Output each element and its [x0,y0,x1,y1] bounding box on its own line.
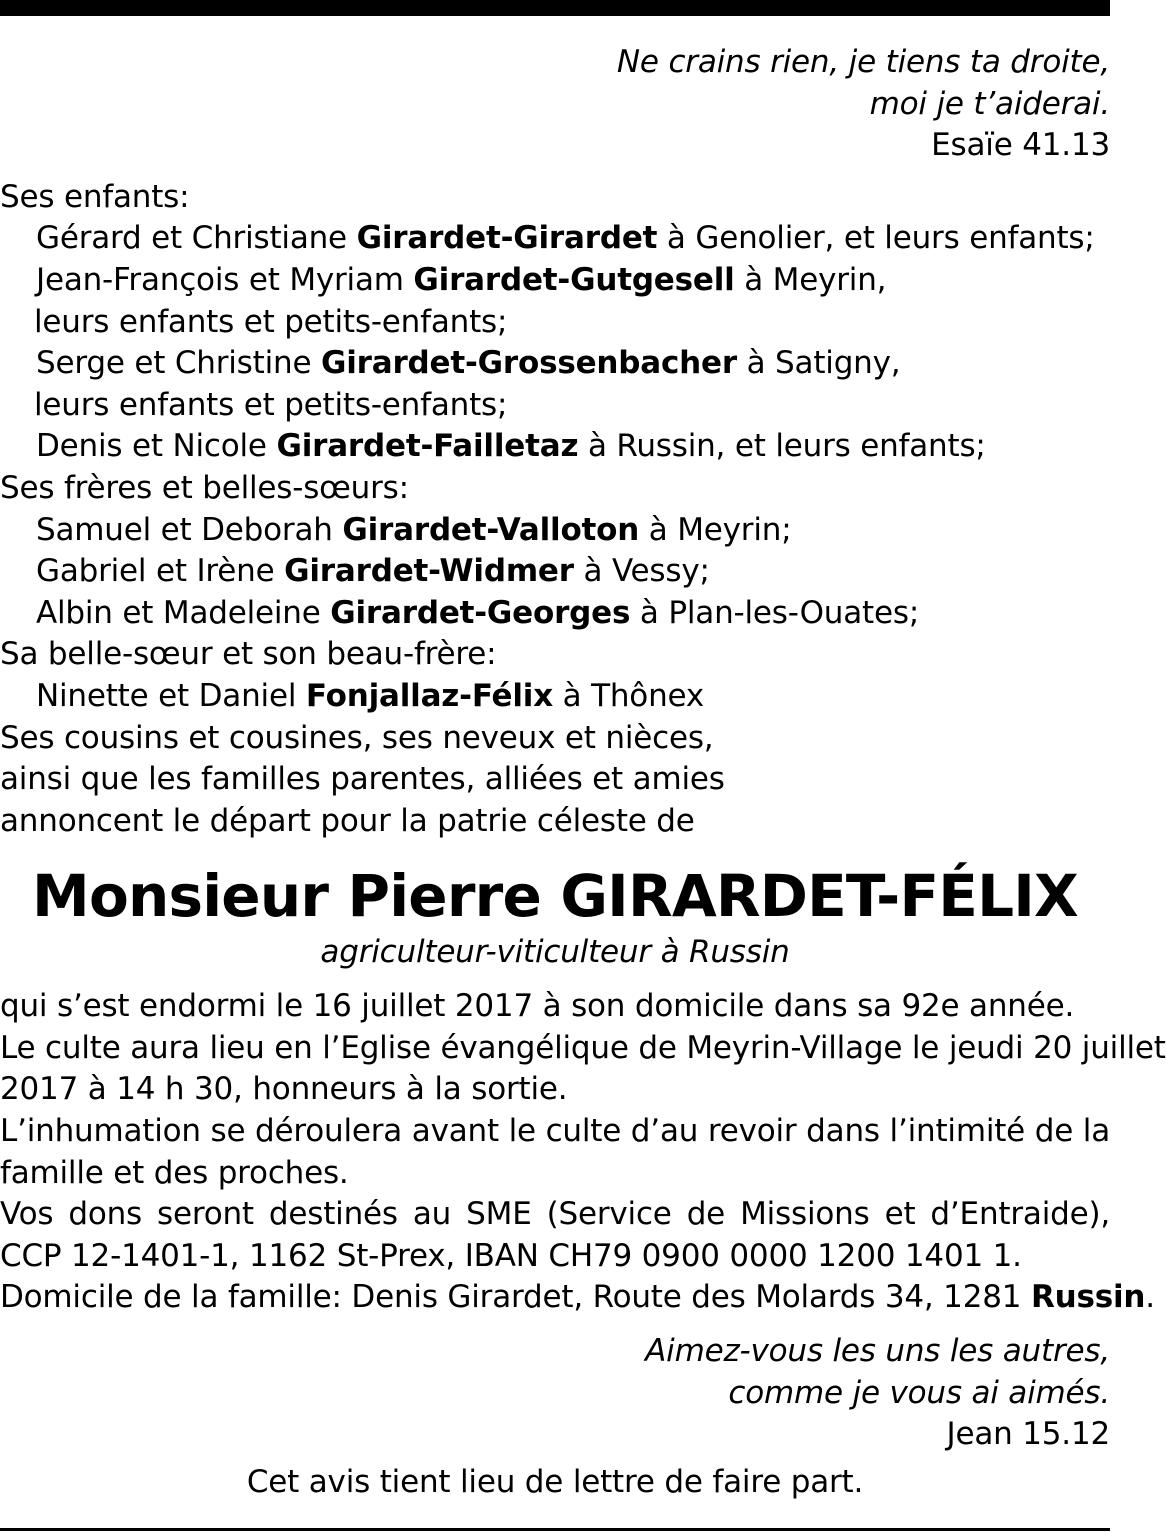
verse-line: Ne crains rien, je tiens ta droite, [616,44,1110,80]
closing-line: ainsi que les familles parentes, alliées et amies [0,761,725,798]
family-entry: Denis et Nicole Girardet-Failletaz à Russin, et leurs enfants; [36,428,986,465]
closing-family [0,718,1110,843]
opening-verse [0,42,1110,167]
children-section [0,177,1110,468]
section-heading: Sa belle-sœur et son beau-frère: [0,636,497,673]
bottom-rule [0,1528,1110,1531]
address-town: Russin [1030,1279,1146,1316]
family-name: Girardet-Failletaz [276,428,579,465]
family-address: Domicile de la famille: Denis Girardet, Route des Molards 34, 1281 Russin. [0,1279,1155,1316]
family-name: Girardet-Girardet [356,220,658,257]
family-entry: Serge et Christine Girardet-Grossenbacher à Satigny, [36,345,901,382]
section-heading: Ses frères et belles-sœurs: [0,469,409,506]
verse-line: comme je vous ai aimés. [728,1374,1110,1411]
closing-line: annoncent le départ pour la patrie céleste de [0,802,695,839]
deceased-occupation: agriculteur-viticulteur à Russin [320,934,790,971]
family-entry: Gérard et Christiane Girardet-Girardet à Genolier, et leurs enfants; [36,220,1095,257]
deceased-name: Monsieur Pierre GIRARDET-FÉLIX [32,862,1078,931]
top-rule [0,0,1110,16]
family-name: Girardet-Grossenbacher [320,345,737,382]
family-name: Girardet-Widmer [284,553,574,590]
verse-reference: Jean 15.12 [946,1416,1110,1453]
notice-body [0,986,1166,1319]
family-entry: Albin et Madeleine Girardet-Georges à Plan-les-Ouates; [36,594,920,631]
verse-reference: Esaïe 41.13 [931,127,1110,164]
siblings-section [0,468,1110,634]
closing-verse [0,1331,1110,1456]
body-line: Le culte aura lieu en l’Eglise évangélique de Meyrin-Village le jeudi 20 juillet [0,1029,1166,1066]
inlaws-section [0,634,1110,717]
family-name: Girardet-Georges [330,594,631,631]
family-entry: Ninette et Daniel Fonjallaz-Félix à Thônex [36,677,704,714]
verse-line: Aimez-vous les uns les autres, [645,1333,1110,1370]
body-line: CCP 12-1401-1, 1162 St-Prex, IBAN CH79 0900 0000 1200 1401 1. [0,1237,1022,1274]
body-line: L’inhumation se déroulera avant le culte d’au revoir dans l’intimité de la [0,1113,1110,1150]
obituary-notice [0,42,1166,1503]
family-entry-continuation: leurs enfants et petits-enfants; [34,303,508,340]
body-line: Vos dons seront destinés au SME (Service de Missions et d’Entraide), [0,1196,1110,1233]
family-entry: Gabriel et Irène Girardet-Widmer à Vessy; [36,553,710,590]
family-name: Fonjallaz-Félix [305,677,554,714]
section-heading: Ses enfants: [0,178,190,215]
footer-note: Cet avis tient lieu de lettre de faire part. [246,1463,864,1500]
family-entry: Samuel et Deborah Girardet-Valloton à Meyrin; [36,511,792,548]
body-line: qui s’est endormi le 16 juillet 2017 à son domicile dans sa 92e année. [0,988,1075,1025]
body-line: 2017 à 14 h 30, honneurs à la sortie. [0,1071,568,1108]
family-name: Girardet-Valloton [342,511,640,548]
family-name: Girardet-Gutgesell [413,261,735,298]
family-entry-continuation: leurs enfants et petits-enfants; [34,386,508,423]
closing-line: Ses cousins et cousines, ses neveux et nièces, [0,719,714,756]
family-entry: Jean-François et Myriam Girardet-Gutgesell à Meyrin, [36,261,887,298]
verse-line: moi je t’aiderai. [869,85,1110,122]
body-line: famille et des proches. [0,1154,349,1191]
